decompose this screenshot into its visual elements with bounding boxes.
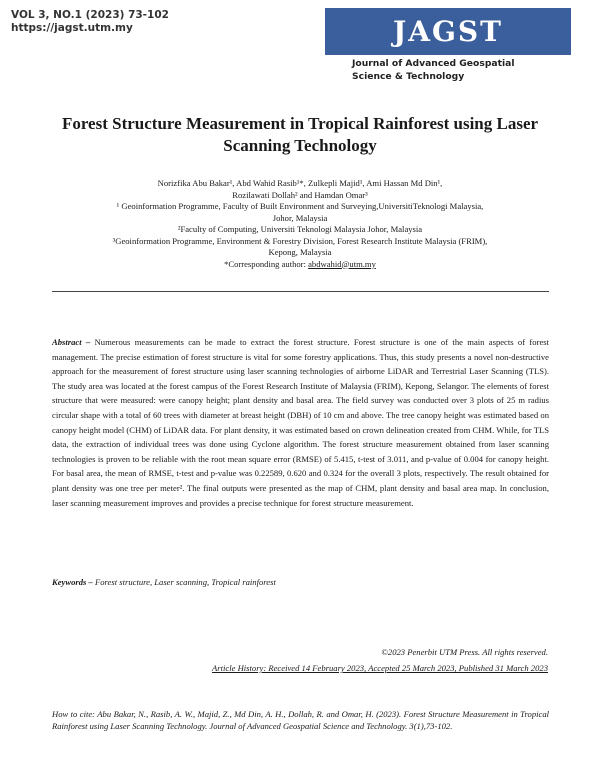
affiliation-3b: Kepong, Malaysia: [268, 247, 332, 257]
volume-info: [11, 9, 169, 35]
journal-name: [352, 57, 515, 83]
volume-line: VOL 3, NO.1 (2023) 73-102: [11, 9, 169, 21]
corresponding-email-link[interactable]: abdwahid@utm.my: [308, 258, 376, 269]
journal-logo-banner: [325, 8, 571, 55]
corresponding-label: *Corresponding author:: [224, 258, 309, 269]
abstract: [52, 335, 549, 510]
author-list-line2: Rozilawati Dollah² and Hamdan Omar³: [232, 189, 368, 200]
copyright-notice: ©2023 Penerbit UTM Press. All rights reserved.: [381, 647, 548, 657]
keywords: [52, 577, 549, 587]
author-list-line1: Norizfika Abu Bakar¹, Abd Wahid Rasib¹*, Zulkepli Majid¹, Ami Hassan Md Din¹,: [157, 178, 443, 188]
citation: How to cite: Abu Bakar, N., Rasib, A. W., Majid, Z., Md Din, A. H., Dollah, R. and Omar, H. (2023). Forest Structure Measurement in Tropical Rainforest using Laser Scanning Technology. Journal of Advanced Geospatial Science and Technology. 3(1),73-102.: [52, 709, 549, 731]
abstract-label: Abstract –: [52, 337, 91, 347]
affiliation-1b: Johor, Malaysia: [272, 212, 328, 223]
abstract-text: Numerous measurements can be made to extract the forest structure. Forest structure is one of the main aspects of forest management. The precise estimation of forest structure is vital for some forestry applications. Thus, this study presents a novel non-destructive approach for the measurement of forest structure using laser scanning technologies of airborne LiDAR and Terrestrial Laser Scanning (TLS). The study area was located at the forest campus of the Forest Research Institute of Malaysia (FRIM), Kepong, Selangor. The elements of forest structure that were measured: were canopy height; plant density and basal area. The field survey was conducted over 3 plots of 25 m radius circular shape with a total of 60 trees with diameter at breast height (DBH) of 10 cm and above. The tree canopy height was estimated based on canopy height model (CHM) of LiDAR data. For plant density, it was estimated based on crown delineation created from CHM. While, for TLS data, the extraction of individual trees was done using Cyclone algorithm. The forest structure measurement obtained from laser scanning technologies is proven to be reliable with the root mean square error (RMSE) of 5.415, t-test of 3.011, and p-value of 0.004 for canopy height. For basal area, the mean of RMSE, t-test and p-value was 0.22589, 0.620 and 0.324 for the overall 3 plots, respectively. The result obtained for plant density was one tree per meter². The final outputs were presented as the map of CHM, plant density and basal area map. In conclusion, laser scanning measurement improves and provides a precise technique for forest structure measurement.: [52, 337, 549, 508]
article-history: Article History: Received 14 February 2023, Accepted 25 March 2023, Published 31 March 2023: [212, 663, 548, 673]
corresponding-author: [60, 259, 540, 271]
journal-logo-text: JAGST: [393, 15, 503, 48]
paper-title: Forest Structure Measurement in Tropical Rainforest using Laser Scanning Technology: [61, 114, 539, 155]
section-divider: [52, 291, 549, 292]
affiliation-1a: ¹ Geoinformation Programme, Faculty of Built Environment and Surveying,UniversitiTeknologi Malaysia,: [116, 201, 484, 211]
keywords-label: Keywords –: [52, 577, 93, 587]
keywords-text: Forest structure, Laser scanning, Tropical rainforest: [94, 577, 276, 587]
affiliation-3a: ³Geoinformation Programme, Environment & Forestry Division, Forest Research Institute Malaysia (FRIM),: [112, 235, 488, 246]
journal-name-line1: Journal of Advanced Geospatial: [352, 58, 515, 69]
journal-name-line2: Science & Technology: [352, 71, 465, 82]
journal-url[interactable]: https://jagst.utm.my: [11, 22, 133, 34]
affiliation-2: ²Faculty of Computing, Universiti Teknologi Malaysia Johor, Malaysia: [177, 224, 423, 234]
author-block: [60, 178, 540, 270]
